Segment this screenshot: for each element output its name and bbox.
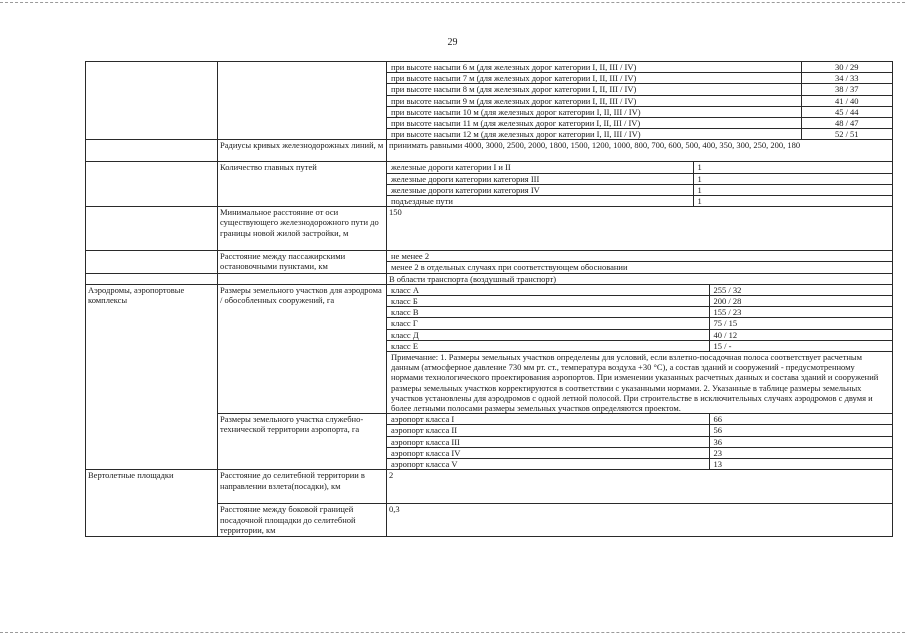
curve-radius-label: Радиусы кривых железнодорожных линий, м	[218, 140, 387, 162]
airports-note: Примечание: 1. Размеры земельных участков определены для условий, если взлетно-посадочная полоса соответствует расчетным данным (атмосферное давление 730 мм рт. ст., температура воздуха +30 °С), а состав зданий и сооружений - предусмотренному нормами технологического проектирования аэропортов. При изменении указанных расчетных данных и состава зданий и сооружений размеры земельных участков корректируются в соответствии с указанными нормами. 2. Указанные в таблице размеры земельных участков установлены для аэродромов с одной летной полосой. При строительстве в исключительных случаях аэродромов с двумя и более летными полосами размеры земельных участков определяются проектом.	[387, 352, 892, 414]
table-row	[387, 95, 892, 106]
airport-class-value: 75 / 15	[709, 318, 892, 329]
embankment-label: при высоте насыпи 12 м (для железных дорог категории I, II, III / IV)	[387, 129, 801, 140]
table-row	[387, 414, 892, 425]
table-row	[387, 307, 892, 318]
table-row	[86, 284, 893, 413]
airport-class-value: 155 / 23	[709, 307, 892, 318]
airport-class-value: 40 / 12	[709, 329, 892, 340]
table-row	[387, 329, 892, 340]
track-value: 1	[693, 196, 892, 207]
table-row	[387, 436, 892, 447]
embankment-label: при высоте насыпи 11 м (для железных дорог категории I, II, III / IV)	[387, 118, 801, 129]
embankment-value: 38 / 37	[801, 84, 892, 95]
embankment-label: при высоте насыпи 10 м (для железных дорог категории I, II, III / IV)	[387, 106, 801, 117]
track-value: 1	[693, 162, 892, 173]
table-row	[387, 162, 892, 173]
table-row	[387, 262, 892, 273]
embankment-value: 34 / 33	[801, 73, 892, 84]
airport-class-label: класс В	[387, 307, 709, 318]
top-scan-edge	[0, 2, 905, 3]
embankment-label: при высоте насыпи 9 м (для железных дорог категории I, II, III / IV)	[387, 95, 801, 106]
track-label: железные дороги категории категория IV	[387, 184, 693, 195]
table-row	[387, 84, 892, 95]
table-row	[387, 296, 892, 307]
service-class-label: аэропорт класса V	[387, 459, 709, 470]
heliports-dist-value: 2	[387, 470, 893, 504]
table-row	[387, 340, 892, 351]
track-label: железные дороги категории категория III	[387, 173, 693, 184]
service-class-value: 23	[709, 447, 892, 458]
airport-class-label: класс Б	[387, 296, 709, 307]
embankment-label: при высоте насыпи 6 м (для железных дорог категории I, II, III / IV)	[387, 62, 801, 73]
main-tracks-label: Количество главных путей	[218, 162, 387, 207]
embankment-subtable	[387, 62, 892, 139]
main-tracks-subtable	[387, 162, 892, 206]
embankment-label: при высоте насыпи 7 м (для железных дорог категории I, II, III / IV)	[387, 73, 801, 84]
airport-class-label: класс А	[387, 285, 709, 296]
service-class-label: аэропорт класса I	[387, 414, 709, 425]
airport-class-label: класс Д	[387, 329, 709, 340]
airport-class-value: 200 / 28	[709, 296, 892, 307]
stops-distance-label: Расстояние между пассажирскими остановочными пунктами, км	[218, 251, 387, 273]
service-class-value: 13	[709, 459, 892, 470]
track-label: подъездные пути	[387, 196, 693, 207]
track-value: 1	[693, 173, 892, 184]
heliports-side-label: Расстояние между боковой границей посадочной площадки до селитебной территории, км	[218, 504, 387, 537]
min-distance-label: Минимальное расстояние от оси существующего железнодорожного пути до границы новой жилой застройки, м	[218, 207, 387, 251]
table-row	[86, 251, 893, 273]
airport-class-label: класс Г	[387, 318, 709, 329]
table-row	[86, 207, 893, 251]
airport-class-value: 15 / -	[709, 340, 892, 351]
service-class-value: 36	[709, 436, 892, 447]
table-row	[387, 62, 892, 73]
airport-class-label: класс Е	[387, 340, 709, 351]
embankment-value: 52 / 51	[801, 129, 892, 140]
airport-classes-subtable	[387, 285, 892, 413]
table-row	[387, 196, 892, 207]
airport-service-subtable	[387, 414, 892, 469]
table-row	[387, 73, 892, 84]
table-row	[86, 273, 893, 284]
table-row	[387, 173, 892, 184]
table-row	[387, 352, 892, 414]
table-row	[387, 425, 892, 436]
table-row	[86, 140, 893, 162]
stops-value: не менее 2	[387, 251, 892, 262]
airports-land-label: Размеры земельного участков для аэродрома / обособленных сооружений, га	[218, 284, 387, 413]
bottom-scan-edge	[0, 632, 905, 633]
heliports-dist-label: Расстояние до селитебной территории в направлении взлета(посадки), км	[218, 470, 387, 504]
page-number: 29	[447, 37, 458, 48]
service-class-label: аэропорт класса II	[387, 425, 709, 436]
table-row	[86, 62, 893, 140]
table-row	[387, 447, 892, 458]
table-row	[387, 285, 892, 296]
service-class-label: аэропорт класса IV	[387, 447, 709, 458]
stops-value: менее 2 в отдельных случаях при соответствующем обосновании	[387, 262, 892, 273]
embankment-value: 45 / 44	[801, 106, 892, 117]
table-row	[387, 129, 892, 140]
airports-service-label: Размеры земельного участка служебно-технической территории аэропорта, га	[218, 414, 387, 470]
service-class-value: 56	[709, 425, 892, 436]
table-row	[387, 318, 892, 329]
embankment-value: 41 / 40	[801, 95, 892, 106]
table-row	[387, 251, 892, 262]
embankment-label: при высоте насыпи 8 м (для железных дорог категории I, II, III / IV)	[387, 84, 801, 95]
section-header-air-transport: В области транспорта (воздушный транспорт)	[387, 273, 893, 284]
service-class-label: аэропорт класса III	[387, 436, 709, 447]
table-row	[387, 118, 892, 129]
table-row	[387, 106, 892, 117]
airports-group-label: Аэродромы, аэропортовые комплексы	[86, 284, 218, 469]
norms-table	[85, 61, 893, 537]
table-row	[86, 470, 893, 504]
track-value: 1	[693, 184, 892, 195]
track-label: железные дороги категории I и II	[387, 162, 693, 173]
min-distance-value: 150	[387, 207, 893, 251]
embankment-value: 48 / 47	[801, 118, 892, 129]
stops-subtable	[387, 251, 892, 272]
table-row	[86, 162, 893, 207]
table-row	[387, 459, 892, 470]
heliports-side-value: 0,3	[387, 504, 893, 537]
heliports-group-label: Вертолетные площадки	[86, 470, 218, 537]
embankment-value: 30 / 29	[801, 62, 892, 73]
table-row	[387, 184, 892, 195]
airport-class-value: 255 / 32	[709, 285, 892, 296]
curve-radius-value: принимать равными 4000, 3000, 2500, 2000, 1800, 1500, 1200, 1000, 800, 700, 600, 500, 400, 350, 300, 250, 200, 180	[387, 140, 893, 162]
service-class-value: 66	[709, 414, 892, 425]
